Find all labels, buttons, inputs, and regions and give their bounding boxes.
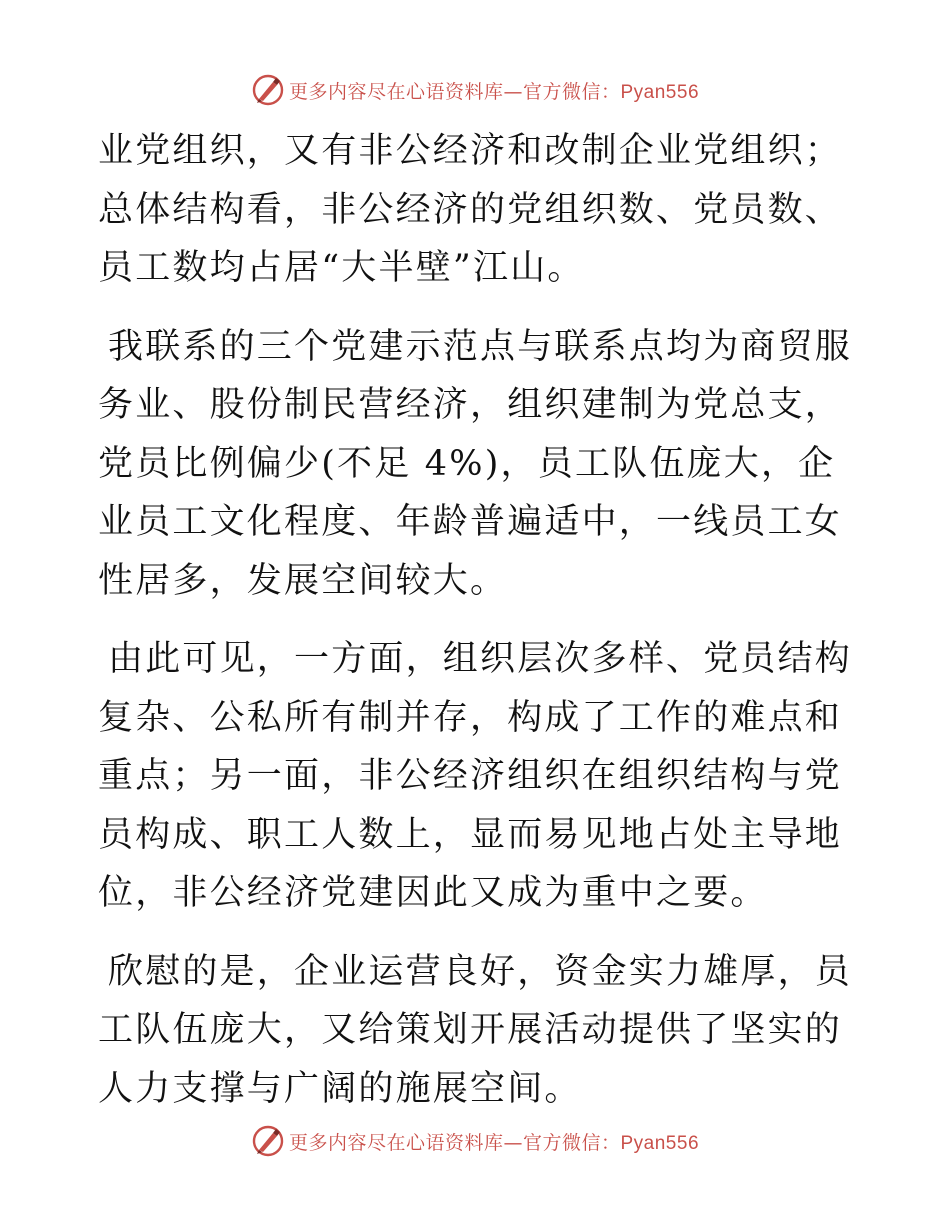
watermark-separator: — (503, 80, 523, 103)
footer-watermark (0, 1121, 950, 1161)
watermark-wechat-id: Pyan556 (620, 81, 700, 103)
paragraph-3: 由此可见，一方面，组织层次多样、党员结构复杂、公私所有制并存，构成了工作的难点和重点；另一面，非公经济组织在组织结构与党员构成、职工人数上，显而易见地占处主导地位，非公经济党建因此又成为重中之要。 (98, 639, 853, 913)
document-body (98, 122, 858, 1138)
watermark-separator: — (503, 1131, 523, 1154)
paragraph-1: 业党组织，又有非公经济和改制企业党组织；总体结构看，非公经济的党组织数、党员数、员工数均占居“大半壁”江山。 (98, 131, 843, 288)
pen-logo-icon (251, 1124, 285, 1158)
watermark-wechat-id: Pyan556 (620, 1132, 700, 1154)
watermark-main-text: 更多内容尽在心语资料库 (288, 1131, 504, 1154)
header-watermark (0, 70, 950, 110)
watermark-official-label: 官方微信： (522, 1131, 621, 1154)
watermark-main-text: 更多内容尽在心语资料库 (288, 80, 504, 103)
watermark-official-label: 官方微信： (522, 80, 621, 103)
paragraph-4: 欣慰的是，企业运营良好，资金实力雄厚，员工队伍庞大，又给策划开展活动提供了坚实的人力支撑与广阔的施展空间。 (98, 951, 853, 1109)
paragraph-2: 我联系的三个党建示范点与联系点均为商贸服务业、股份制民营经济，组织建制为党总支，党员比例偏少(不足 4%)，员工队伍庞大，企业员工文化程度、年龄普遍适中，一线员工女性居多，发展空间较大。 (98, 326, 853, 601)
pen-logo-icon (251, 73, 285, 107)
